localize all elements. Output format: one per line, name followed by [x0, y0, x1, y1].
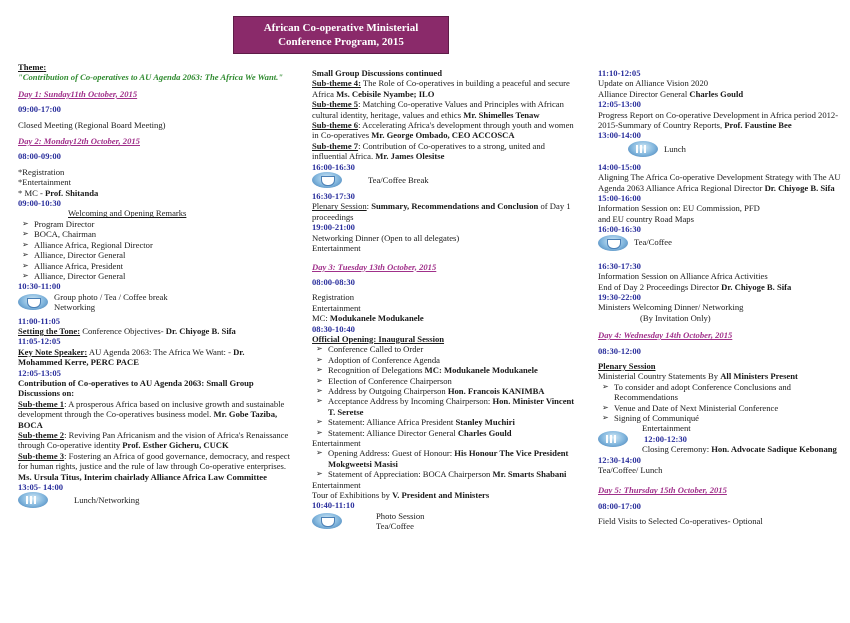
opening-step: ➢ Address by Outgoing Chairperson Hon. Francois KANIMBA [312, 386, 580, 396]
tour-of-exhibitions: Tour of Exhibitions by V. President and Ministers [312, 490, 490, 501]
banner-title-line2: Conference Program, 2015 [278, 36, 404, 48]
col3-time-2: 12:05-13:00 [598, 99, 641, 110]
remark-item: ➢ Alliance, Director General [18, 271, 290, 281]
remark-item: ➢ Alliance Africa, President [18, 261, 290, 271]
setting-tone: Setting the Tone: Conference Objectives- Dr. Chiyoge B. Sifa [18, 325, 236, 336]
break-line1: Group photo / Tea / Coffee break [54, 291, 168, 302]
sub-theme-2: Sub-theme 2: Reviving Pan Africanism and the vision of Africa's Renaissance through Co-operative identity Prof. Esther Gicheru, CUCK [18, 430, 289, 451]
day2-item-entertainment: *Entertainment [18, 177, 71, 188]
col3-time-6: 16:00-16:30 [598, 224, 641, 235]
day3-time-2: 08:30-10:40 [312, 323, 355, 334]
vision-presenter: Alliance Director General Charles Gould [598, 88, 744, 99]
tea-break-row [312, 172, 580, 188]
by-invitation: (By Invitation Only) [640, 312, 711, 323]
tea-cup-icon [18, 294, 48, 310]
day4-time-1: 08:30-12:00 [598, 345, 641, 356]
day3-heading: Day 3: Tuesday 13th October, 2015 [312, 261, 437, 272]
remark-item: ➢ Program Director [18, 219, 290, 229]
day4-step: ➢ To consider and adopt Conference Conclusions and Recommendations [598, 382, 843, 403]
day2-time-2: 09:00-10:30 [18, 198, 61, 209]
day2-time-7: 13:05- 14:00 [18, 482, 64, 493]
closing-ceremony: Closing Ceremony: Hon. Advocate Sadique Kebonang [642, 444, 837, 455]
day4-time-2: 12:00-12:30 [644, 433, 687, 444]
sub-theme-3: Sub-theme 3: Fostering an Africa of good governance, democracy, and respect for human rights, justice and the rule of law through Co-operative enterprises. Ms. Ursula Titus, Interim chairlady Alliance Africa Law Committee [18, 450, 290, 482]
lunch-row [598, 141, 843, 157]
lunch-row [18, 492, 290, 508]
eu-info-line1: Information Session on: EU Commission, PFD [598, 203, 760, 214]
ministers-dinner: Ministers Welcoming Dinner/ Networking [598, 302, 744, 313]
photo-tea: Tea/Coffee [376, 521, 414, 532]
program-banner [233, 16, 449, 54]
opening-step: ➢ Election of Conference Chairperson [312, 376, 580, 386]
column-1 [18, 62, 290, 508]
column-3 [598, 68, 843, 527]
day3-entertainment-1: Entertainment [312, 438, 361, 448]
small-group-heading: Contribution of Co-operatives to AU Agenda 2063: Small Group Discussions on: [18, 377, 254, 399]
day2-heading: Day 2: Monday12th October, 2015 [18, 136, 140, 147]
tea-coffee-lunch: Tea/Coffee/ Lunch [598, 465, 663, 475]
day4-plenary: Plenary Session [598, 360, 656, 371]
day2-item-registration: *Registration [18, 166, 65, 177]
col3-time-7: 16:30-17:30 [598, 260, 641, 271]
day4-entertainment: Entertainment [642, 423, 691, 434]
ministerial-statements: Ministerial Country Statements By All Ministers Present [598, 371, 798, 382]
day2-time-4: 11:00-11:05 [18, 315, 61, 326]
tea-cup-icon [312, 172, 342, 188]
day2-time-6: 12:05-13:05 [18, 367, 61, 378]
day2-time-3: 10:30-11:00 [18, 281, 61, 292]
day1-time: 09:00-17:00 [18, 104, 61, 115]
opening-step: ➢ Opening Address: Guest of Honour: His Honour The Vice President Mokgweetsi Masisi [312, 448, 580, 469]
welcome-remarks-heading: Welcoming and Opening Remarks [68, 208, 187, 219]
col2-time-2: 16:30-17:30 [312, 191, 355, 202]
col3-time-1: 11:10-12:05 [598, 68, 641, 78]
alliance-activities: Information Session on Alliance Africa Activities [598, 271, 768, 282]
day3-time-3: 10:40-11:10 [312, 500, 355, 511]
sub-theme-1: Sub-theme 1: A prosperous Africa based on inclusive growth and sustainable development through the Co-operatives business model. Mr. Gobe Taziba, BOCA [18, 398, 285, 430]
entertainment: Entertainment [312, 243, 361, 254]
opening-step: ➢ Statement: Alliance Director General Charles Gould [312, 428, 580, 438]
keynote: Key Note Speaker: AU Agenda 2063: The Africa We Want: - Dr. Mohammed Kerre, PERC PACE [18, 346, 245, 368]
official-opening-heading: Official Opening: Inaugural Session [312, 333, 445, 344]
sub-theme-5: Sub-theme 5: Matching Co-operative Values and Principles with African cultural identity, heritage, values and ethics Mr. Shimelles Tenaw [312, 99, 564, 120]
day3-entertainment: Entertainment [312, 302, 361, 313]
aligning-strategy: Aligning The Africa Co-operative Development Strategy with The AU Agenda 2063 Alliance Africa Regional Director Dr. Chiyoge B. Sifa [598, 172, 841, 193]
day5-time: 08:00-17:00 [598, 500, 641, 511]
cutlery-icon [598, 431, 628, 447]
day2-time-5: 11:05-12:05 [18, 336, 61, 347]
cutlery-icon [628, 141, 658, 157]
lunch-networking: Lunch/Networking [74, 495, 140, 506]
break-line2: Networking [54, 302, 96, 313]
tea-break: Tea/Coffee Break [368, 174, 429, 185]
eu-info-line2: and EU country Road Maps [598, 213, 694, 224]
tea-row [598, 235, 843, 251]
day4-time-3: 12:30-14:00 [598, 454, 641, 465]
day1-text: Closed Meeting (Regional Board Meeting) [18, 119, 166, 130]
vision-update: Update on Alliance Vision 2020 [598, 78, 709, 89]
day3-time-1: 08:00-08:30 [312, 276, 355, 287]
sub-theme-6: Sub-theme 6: Accelerating Africa's development through youth and women in Co-operatives Mr. George Ombado, CEO ACCOSCA [312, 120, 574, 141]
opening-step: ➢ Acceptance Address by Incoming Chairperson: Hon. Minister Vincent T. Seretse [312, 396, 580, 417]
tea-cup-icon [598, 235, 628, 251]
small-group-continued: Small Group Discussions continued [312, 68, 442, 78]
progress-report: Progress Report on Co-operative Development in Africa period 2012-2015-Summary of Country Reports, Prof. Faustine Bee [598, 109, 839, 131]
remark-item: ➢ Alliance Africa, Regional Director [18, 240, 290, 250]
sub-theme-4: Sub-theme 4: The Role of Co-operatives in building a peaceful and secure Africa Ms. Cebisile Nyambe; ILO [312, 78, 570, 99]
column-2 [312, 68, 580, 532]
field-visits: Field Visits to Selected Co-operatives- Optional [598, 516, 763, 527]
sub-theme-7: Sub-theme 7: Contribution of Co-operatives to a strong, united and influential Africa. Mr. James Olesitse [312, 140, 545, 162]
day5-heading: Day 5: Thursday 15th October, 2015 [598, 485, 727, 496]
opening-step: ➢ Recognition of Delegations MC: Modukanele Modukanele [312, 365, 580, 375]
cutlery-icon [18, 492, 48, 508]
plenary-summary: Plenary Session: Summary, Recommendations and Conclusion of Day 1 proceedings [312, 201, 571, 222]
day4-heading: Day 4: Wednesday 14th October, 2015 [598, 330, 733, 341]
col2-time-1: 16:00-16:30 [312, 161, 355, 172]
col3-time-4: 14:00-15:00 [598, 161, 641, 172]
day4-step: ➢ Signing of Communiqué [598, 413, 843, 423]
day1-heading: Day 1: Sunday11th October, 2015 [18, 88, 138, 99]
col3-time-3: 13:00-14:00 [598, 130, 641, 141]
col2-time-3: 19:00-21:00 [312, 222, 355, 233]
theme-text: "Contribution of Co-operatives to AU Agenda 2063: The Africa We Want." [18, 72, 284, 83]
opening-step: ➢ Statement of Appreciation: BOCA Chairperson Mr. Smarts Shabani [312, 469, 580, 479]
tea-cup-icon [312, 513, 342, 529]
col3-time-5: 15:00-16:00 [598, 193, 641, 204]
day2-mc: * MC - Prof. Shitanda [18, 187, 99, 198]
remark-item: ➢ BOCA, Chairman [18, 229, 290, 239]
photo-session: Photo Session [376, 510, 425, 521]
col3-time-8: 19:30-22:00 [598, 291, 641, 302]
photo-session-row [312, 511, 580, 532]
opening-step: ➢ Statement: Alliance Africa President Stanley Muchiri [312, 417, 580, 427]
day4-step: ➢ Venue and Date of Next Ministerial Conference [598, 403, 843, 413]
day2-time-1: 08:00-09:00 [18, 151, 61, 162]
opening-step: ➢ Conference Called to Order [312, 344, 580, 354]
opening-step: ➢ Adoption of Conference Agenda [312, 355, 580, 365]
day3-registration: Registration [312, 292, 355, 303]
banner-title-line1: African Co-operative Ministerial [263, 22, 419, 34]
day3-mc: MC: Modukanele Modukanele [312, 313, 424, 324]
lunch: Lunch [664, 143, 686, 154]
end-of-day2: End of Day 2 Proceedings Director Dr. Chiyoge B. Sifa [598, 281, 792, 292]
break-row [18, 292, 290, 313]
remark-item: ➢ Alliance, Director General [18, 250, 290, 260]
day3-entertainment-2: Entertainment [312, 479, 361, 490]
theme-label: Theme: [18, 62, 47, 72]
closing-row [598, 423, 843, 454]
networking-dinner: Networking Dinner (Open to all delegates) [312, 232, 460, 243]
tea-coffee: Tea/Coffee [634, 237, 672, 248]
